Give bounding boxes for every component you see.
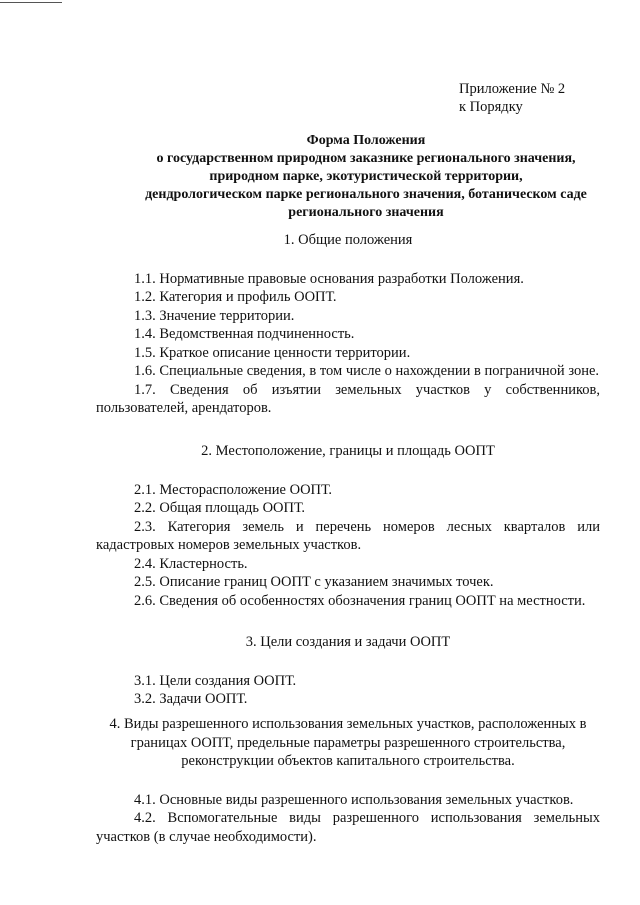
- section-item: 1.5. Краткое описание ценности территории.: [134, 344, 411, 361]
- section-goals-tasks: [96, 633, 600, 709]
- section-permitted-use: [96, 715, 600, 846]
- section-item: 4.2. Вспомогательные виды разрешенного использования земельных участков (в случае необходимости).: [96, 810, 600, 845]
- section-item: 3.2. Задачи ООПТ.: [134, 691, 248, 707]
- section-item: 1.2. Категория и профиль ООПТ.: [134, 289, 337, 305]
- section-item: 2.2. Общая площадь ООПТ.: [134, 500, 306, 516]
- title-line-3: природном парке, экотуристической территории,: [209, 169, 523, 184]
- section-heading: 2. Местоположение, границы и площадь ООПТ: [201, 443, 495, 459]
- section-item: 2.5. Описание границ ООПТ с указанием значимых точек.: [134, 574, 494, 590]
- section-general-provisions: [96, 231, 600, 418]
- title-line-1: Форма Положения: [306, 133, 426, 148]
- title-line-2: о государственном природном заказнике регионального значения,: [156, 151, 576, 166]
- section-item: 4.1. Основные виды разрешенного использования земельных участков.: [134, 791, 574, 808]
- section-item: 1.3. Значение территории.: [134, 307, 295, 324]
- section-item: 2.6. Сведения об особенностях обозначения границ ООПТ на местности.: [134, 592, 586, 609]
- section-item: 1.6. Специальные сведения, в том числе о нахождении в пограничной зоне.: [134, 363, 600, 379]
- section-heading: 4. Виды разрешенного использования земельных участков, расположенных в границах ООПТ, предельные параметры разрешенного строительства, реконструкции объектов капитального строительства.: [109, 716, 587, 769]
- section-item: 1.7. Сведения об изъятии земельных участков у собственников, пользователей, арендаторов.: [96, 381, 600, 416]
- section-item: 1.4. Ведомственная подчиненность.: [134, 326, 355, 342]
- section-heading: 3. Цели создания и задачи ООПТ: [245, 634, 451, 650]
- document-title: [96, 132, 636, 222]
- title-line-5: регионального значения: [288, 205, 444, 220]
- appendix-number: Приложение № 2: [459, 81, 566, 97]
- section-item: 2.4. Кластерность.: [134, 555, 248, 572]
- title-line-4: дендрологическом парке регионального значения, ботаническом саде: [145, 187, 587, 202]
- appendix-reference: к Порядку: [459, 99, 523, 115]
- section-item: 3.1. Цели создания ООПТ.: [134, 672, 297, 689]
- section-heading: 1. Общие положения: [283, 232, 413, 248]
- section-item: 2.3. Категория земель и перечень номеров лесных кварталов или кадастровых номеров земельных участков.: [96, 518, 600, 553]
- section-item: 1.1. Нормативные правовые основания разработки Положения.: [134, 270, 524, 287]
- section-location-boundaries: [96, 442, 600, 610]
- section-item: 2.1. Месторасположение ООПТ.: [134, 481, 333, 498]
- appendix-note: [459, 80, 565, 116]
